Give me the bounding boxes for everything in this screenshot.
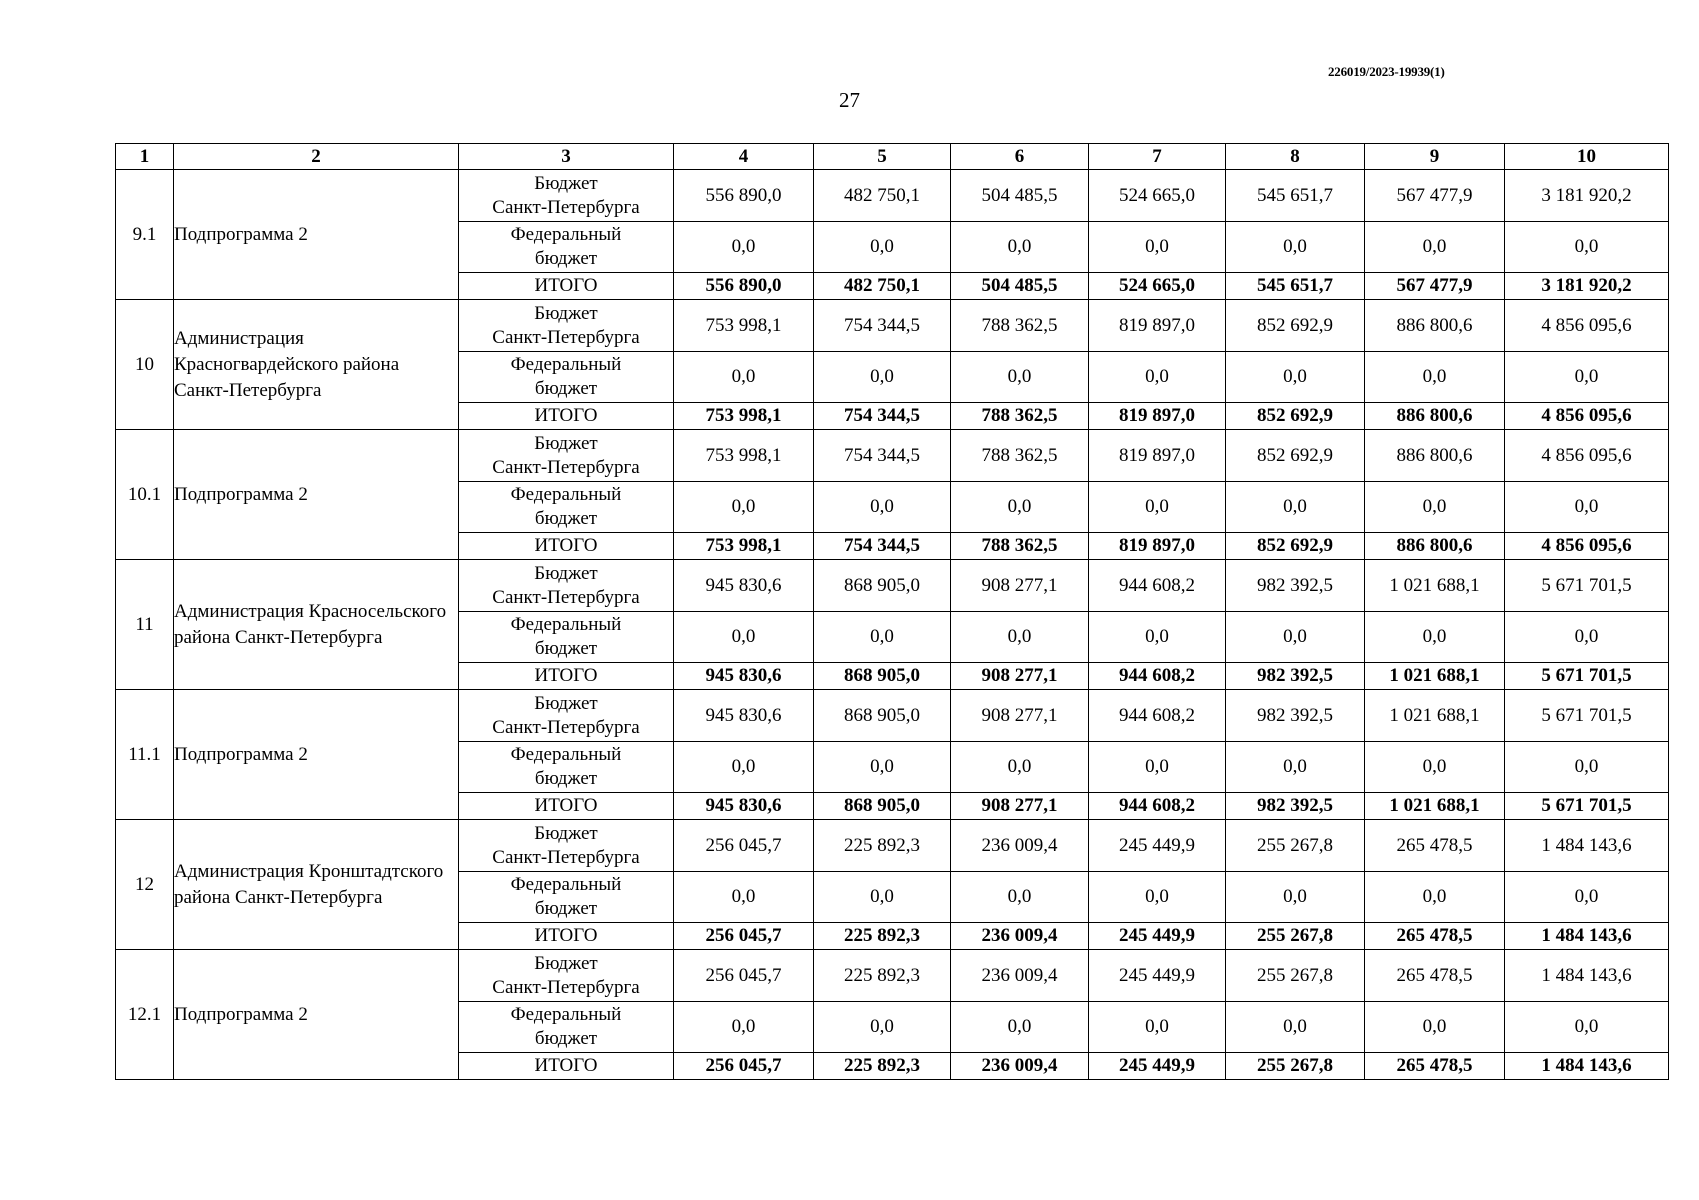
value-cell: 0,0: [1226, 1002, 1365, 1053]
value-cell: 0,0: [1505, 612, 1669, 663]
source-label-line: Федеральный: [510, 484, 622, 505]
value-cell: 0,0: [814, 742, 951, 793]
program-name: Подпрограмма 2: [174, 430, 459, 560]
value-cell: 5 671 701,5: [1505, 663, 1669, 690]
value-cell: 819 897,0: [1089, 533, 1226, 560]
source-label-line: Бюджет: [534, 562, 598, 584]
value-cell: 545 651,7: [1226, 170, 1365, 222]
value-cell: 5 671 701,5: [1505, 560, 1669, 612]
value-cell: 753 998,1: [674, 300, 814, 352]
value-cell: 3 181 920,2: [1505, 273, 1669, 300]
funding-source-cell: ИТОГО: [459, 533, 674, 560]
value-cell: 225 892,3: [814, 820, 951, 872]
value-cell: 504 485,5: [951, 170, 1089, 222]
value-cell: 545 651,7: [1226, 273, 1365, 300]
value-cell: 0,0: [1505, 222, 1669, 273]
value-cell: 245 449,9: [1089, 950, 1226, 1002]
value-cell: 5 671 701,5: [1505, 690, 1669, 742]
funding-source-cell: [459, 950, 674, 1002]
value-cell: 753 998,1: [674, 403, 814, 430]
value-cell: 944 608,2: [1089, 560, 1226, 612]
value-cell: 0,0: [1505, 482, 1669, 533]
column-header: 8: [1226, 144, 1365, 170]
funding-source-cell: ИТОГО: [459, 923, 674, 950]
source-label-line: Бюджет: [534, 302, 598, 324]
value-cell: 255 267,8: [1226, 950, 1365, 1002]
value-cell: 0,0: [951, 352, 1089, 403]
value-cell: 482 750,1: [814, 273, 951, 300]
funding-source-cell: ИТОГО: [459, 403, 674, 430]
value-cell: 754 344,5: [814, 300, 951, 352]
value-cell: 1 021 688,1: [1365, 690, 1505, 742]
column-header: 10: [1505, 144, 1669, 170]
value-cell: 265 478,5: [1365, 820, 1505, 872]
value-cell: 567 477,9: [1365, 273, 1505, 300]
value-cell: 0,0: [814, 612, 951, 663]
funding-source-cell: [459, 170, 674, 222]
program-name: Администрация Красносельского района Санкт-Петербурга: [174, 560, 459, 690]
value-cell: 982 392,5: [1226, 793, 1365, 820]
source-label-line: бюджет: [534, 638, 598, 659]
source-label-line: Федеральный: [510, 354, 622, 375]
value-cell: 255 267,8: [1226, 923, 1365, 950]
value-cell: 0,0: [1365, 222, 1505, 273]
source-label-line: Санкт-Петербурга: [492, 976, 640, 998]
source-label-line: бюджет: [534, 378, 598, 399]
table-row-budget: [116, 430, 1669, 482]
value-cell: 0,0: [1365, 872, 1505, 923]
value-cell: 245 449,9: [1089, 1053, 1226, 1080]
value-cell: 0,0: [674, 222, 814, 273]
value-cell: 945 830,6: [674, 663, 814, 690]
funding-source-cell: [459, 820, 674, 872]
value-cell: 0,0: [951, 222, 1089, 273]
column-header: 7: [1089, 144, 1226, 170]
table-row-budget: [116, 300, 1669, 352]
value-cell: 753 998,1: [674, 533, 814, 560]
value-cell: 0,0: [1226, 352, 1365, 403]
value-cell: 0,0: [674, 482, 814, 533]
column-header: 1: [116, 144, 174, 170]
funding-source-cell: [459, 742, 674, 793]
value-cell: 0,0: [951, 482, 1089, 533]
value-cell: 0,0: [814, 222, 951, 273]
value-cell: 4 856 095,6: [1505, 403, 1669, 430]
source-label-line: Санкт-Петербурга: [492, 326, 640, 348]
value-cell: 5 671 701,5: [1505, 793, 1669, 820]
value-cell: 944 608,2: [1089, 793, 1226, 820]
page-number: 27: [839, 88, 860, 112]
table-row-budget: [116, 690, 1669, 742]
value-cell: 236 009,4: [951, 820, 1089, 872]
value-cell: 556 890,0: [674, 170, 814, 222]
value-cell: 1 021 688,1: [1365, 793, 1505, 820]
column-header: 4: [674, 144, 814, 170]
value-cell: 819 897,0: [1089, 430, 1226, 482]
value-cell: 1 484 143,6: [1505, 1053, 1669, 1080]
value-cell: 982 392,5: [1226, 560, 1365, 612]
program-name: Администрация Кронштадтского района Санкт-Петербурга: [174, 820, 459, 950]
value-cell: 255 267,8: [1226, 820, 1365, 872]
value-cell: 886 800,6: [1365, 403, 1505, 430]
value-cell: 886 800,6: [1365, 300, 1505, 352]
value-cell: 0,0: [674, 742, 814, 793]
value-cell: 0,0: [1365, 612, 1505, 663]
value-cell: 945 830,6: [674, 560, 814, 612]
row-number: 11: [116, 560, 174, 690]
value-cell: 1 021 688,1: [1365, 663, 1505, 690]
value-cell: 236 009,4: [951, 950, 1089, 1002]
value-cell: 0,0: [1089, 482, 1226, 533]
value-cell: 236 009,4: [951, 1053, 1089, 1080]
source-label-line: Федеральный: [510, 744, 622, 765]
value-cell: 908 277,1: [951, 690, 1089, 742]
value-cell: 0,0: [814, 872, 951, 923]
value-cell: 0,0: [1365, 742, 1505, 793]
value-cell: 0,0: [1505, 352, 1669, 403]
value-cell: 982 392,5: [1226, 690, 1365, 742]
value-cell: 0,0: [1505, 1002, 1669, 1053]
value-cell: 0,0: [951, 742, 1089, 793]
value-cell: 0,0: [674, 872, 814, 923]
source-label-line: Федеральный: [510, 874, 622, 895]
value-cell: 754 344,5: [814, 430, 951, 482]
value-cell: 1 021 688,1: [1365, 560, 1505, 612]
value-cell: 0,0: [1089, 222, 1226, 273]
funding-source-cell: [459, 1002, 674, 1053]
value-cell: 788 362,5: [951, 300, 1089, 352]
value-cell: 0,0: [814, 482, 951, 533]
funding-source-cell: [459, 872, 674, 923]
value-cell: 265 478,5: [1365, 950, 1505, 1002]
value-cell: 504 485,5: [951, 273, 1089, 300]
value-cell: 1 484 143,6: [1505, 950, 1669, 1002]
value-cell: 0,0: [1505, 742, 1669, 793]
source-label-line: Санкт-Петербурга: [492, 716, 640, 738]
value-cell: 0,0: [1365, 1002, 1505, 1053]
value-cell: 236 009,4: [951, 923, 1089, 950]
value-cell: 945 830,6: [674, 793, 814, 820]
value-cell: 0,0: [1226, 222, 1365, 273]
funding-source-cell: ИТОГО: [459, 793, 674, 820]
value-cell: 0,0: [1226, 742, 1365, 793]
value-cell: 567 477,9: [1365, 170, 1505, 222]
value-cell: 0,0: [1226, 872, 1365, 923]
value-cell: 0,0: [674, 1002, 814, 1053]
value-cell: 788 362,5: [951, 533, 1089, 560]
value-cell: 0,0: [1226, 482, 1365, 533]
value-cell: 982 392,5: [1226, 663, 1365, 690]
value-cell: 945 830,6: [674, 690, 814, 742]
column-header: 5: [814, 144, 951, 170]
funding-source-cell: ИТОГО: [459, 273, 674, 300]
funding-source-cell: [459, 430, 674, 482]
source-label-line: Бюджет: [534, 952, 598, 974]
funding-source-cell: [459, 300, 674, 352]
value-cell: 753 998,1: [674, 430, 814, 482]
program-name: Подпрограмма 2: [174, 170, 459, 300]
value-cell: 0,0: [1365, 482, 1505, 533]
value-cell: 852 692,9: [1226, 430, 1365, 482]
budget-table: [115, 143, 1669, 1080]
value-cell: 3 181 920,2: [1505, 170, 1669, 222]
value-cell: 524 665,0: [1089, 273, 1226, 300]
funding-source-cell: ИТОГО: [459, 663, 674, 690]
value-cell: 0,0: [1226, 612, 1365, 663]
table-row-budget: [116, 170, 1669, 222]
value-cell: 0,0: [1089, 612, 1226, 663]
funding-source-cell: [459, 482, 674, 533]
value-cell: 1 484 143,6: [1505, 820, 1669, 872]
value-cell: 4 856 095,6: [1505, 430, 1669, 482]
value-cell: 0,0: [1505, 872, 1669, 923]
funding-source-cell: ИТОГО: [459, 1053, 674, 1080]
value-cell: 852 692,9: [1226, 300, 1365, 352]
column-header: 6: [951, 144, 1089, 170]
value-cell: 245 449,9: [1089, 923, 1226, 950]
value-cell: 868 905,0: [814, 793, 951, 820]
value-cell: 868 905,0: [814, 690, 951, 742]
source-label-line: бюджет: [534, 898, 598, 919]
value-cell: 225 892,3: [814, 950, 951, 1002]
value-cell: 4 856 095,6: [1505, 300, 1669, 352]
value-cell: 754 344,5: [814, 403, 951, 430]
value-cell: 256 045,7: [674, 950, 814, 1002]
column-header: 3: [459, 144, 674, 170]
value-cell: 0,0: [1089, 352, 1226, 403]
funding-source-cell: [459, 690, 674, 742]
source-label-line: Федеральный: [510, 614, 622, 635]
source-label-line: Санкт-Петербурга: [492, 196, 640, 218]
table-row-budget: [116, 560, 1669, 612]
table-row-budget: [116, 950, 1669, 1002]
column-number-row: [116, 144, 1669, 170]
source-label-line: Бюджет: [534, 172, 598, 194]
value-cell: 886 800,6: [1365, 533, 1505, 560]
value-cell: 788 362,5: [951, 403, 1089, 430]
funding-source-cell: [459, 222, 674, 273]
table-body: [116, 170, 1669, 1080]
value-cell: 819 897,0: [1089, 300, 1226, 352]
value-cell: 0,0: [951, 872, 1089, 923]
value-cell: 0,0: [814, 352, 951, 403]
value-cell: 908 277,1: [951, 560, 1089, 612]
source-label-line: бюджет: [534, 1028, 598, 1049]
value-cell: 524 665,0: [1089, 170, 1226, 222]
value-cell: 944 608,2: [1089, 663, 1226, 690]
value-cell: 265 478,5: [1365, 923, 1505, 950]
value-cell: 4 856 095,6: [1505, 533, 1669, 560]
funding-source-cell: [459, 560, 674, 612]
value-cell: 0,0: [1089, 742, 1226, 793]
source-label-line: Санкт-Петербурга: [492, 456, 640, 478]
table-row-budget: [116, 820, 1669, 872]
source-label-line: бюджет: [534, 508, 598, 529]
value-cell: 256 045,7: [674, 1053, 814, 1080]
value-cell: 908 277,1: [951, 793, 1089, 820]
value-cell: 852 692,9: [1226, 403, 1365, 430]
value-cell: 886 800,6: [1365, 430, 1505, 482]
value-cell: 0,0: [674, 352, 814, 403]
program-name: Подпрограмма 2: [174, 690, 459, 820]
document-id: 226019/2023-19939(1): [1328, 64, 1445, 79]
program-name: Администрация Красногвардейского района Санкт-Петербурга: [174, 300, 459, 430]
value-cell: 0,0: [1365, 352, 1505, 403]
value-cell: 1 484 143,6: [1505, 923, 1669, 950]
value-cell: 255 267,8: [1226, 1053, 1365, 1080]
source-label-line: бюджет: [534, 768, 598, 789]
source-label-line: Санкт-Петербурга: [492, 846, 640, 868]
value-cell: 0,0: [674, 612, 814, 663]
value-cell: 819 897,0: [1089, 403, 1226, 430]
source-label-line: бюджет: [534, 248, 598, 269]
value-cell: 256 045,7: [674, 820, 814, 872]
value-cell: 788 362,5: [951, 430, 1089, 482]
source-label-line: Бюджет: [534, 432, 598, 454]
column-header: 9: [1365, 144, 1505, 170]
funding-source-cell: [459, 352, 674, 403]
row-number: 9.1: [116, 170, 174, 300]
row-number: 10.1: [116, 430, 174, 560]
value-cell: 225 892,3: [814, 923, 951, 950]
column-header: 2: [174, 144, 459, 170]
value-cell: 852 692,9: [1226, 533, 1365, 560]
row-number: 12: [116, 820, 174, 950]
row-number: 12.1: [116, 950, 174, 1080]
row-number: 11.1: [116, 690, 174, 820]
value-cell: 0,0: [951, 1002, 1089, 1053]
source-label-line: Федеральный: [510, 224, 622, 245]
value-cell: 556 890,0: [674, 273, 814, 300]
value-cell: 256 045,7: [674, 923, 814, 950]
value-cell: 0,0: [951, 612, 1089, 663]
value-cell: 868 905,0: [814, 560, 951, 612]
value-cell: 482 750,1: [814, 170, 951, 222]
value-cell: 868 905,0: [814, 663, 951, 690]
funding-source-cell: [459, 612, 674, 663]
source-label-line: Федеральный: [510, 1004, 622, 1025]
source-label-line: Санкт-Петербурга: [492, 586, 640, 608]
program-name: Подпрограмма 2: [174, 950, 459, 1080]
value-cell: 908 277,1: [951, 663, 1089, 690]
value-cell: 245 449,9: [1089, 820, 1226, 872]
value-cell: 0,0: [1089, 872, 1226, 923]
row-number: 10: [116, 300, 174, 430]
source-label-line: Бюджет: [534, 822, 598, 844]
value-cell: 0,0: [1089, 1002, 1226, 1053]
value-cell: 0,0: [814, 1002, 951, 1053]
value-cell: 944 608,2: [1089, 690, 1226, 742]
source-label-line: Бюджет: [534, 692, 598, 714]
value-cell: 754 344,5: [814, 533, 951, 560]
value-cell: 265 478,5: [1365, 1053, 1505, 1080]
value-cell: 225 892,3: [814, 1053, 951, 1080]
